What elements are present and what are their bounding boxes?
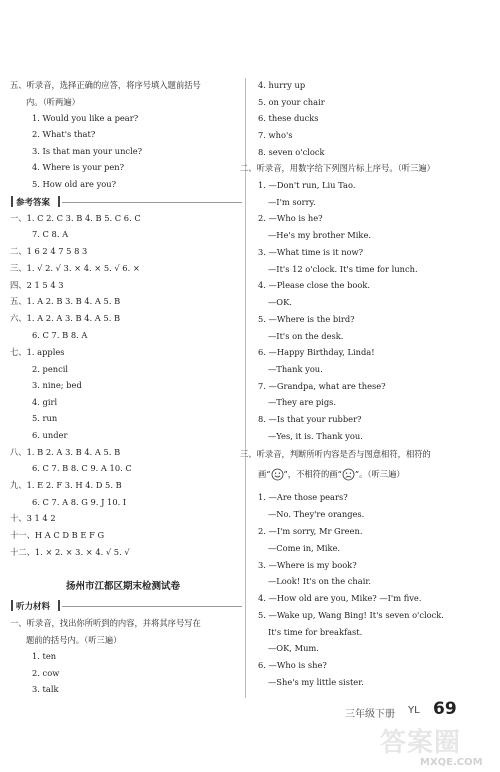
- q3-line: 3. —Where is my book?: [258, 560, 357, 570]
- q5-item: 3. Is that man your uncle?: [32, 146, 143, 156]
- smiley-face-icon: [271, 468, 284, 481]
- q5-item: 1. Would you like a pear?: [32, 113, 139, 123]
- q2-line: 1. —Don't run, Liu Tao.: [258, 180, 356, 190]
- list-item: 6. these ducks: [258, 113, 319, 123]
- list-item: 7. who's: [258, 130, 293, 140]
- q3-line: —She's my little sister.: [268, 677, 364, 687]
- q2-line: 5. —Where is the bird?: [258, 314, 355, 324]
- q2-line: 7. —Grandpa, what are these?: [258, 381, 386, 391]
- answer-line: 十二、1. × 2. × 3. × 4. √ 5. √: [10, 547, 130, 557]
- materials-header-bar: [11, 600, 13, 611]
- q3-line: 6. —Who is she?: [258, 660, 327, 670]
- answer-line: 七、1. apples: [10, 347, 65, 357]
- q2-line: —It's on the desk.: [268, 331, 344, 341]
- answer-line: 6. C 7. A 8. G 9. J 10. I: [32, 497, 127, 507]
- answer-line: 四、2 1 5 4 3: [10, 280, 64, 290]
- q5-item: 4. Where is your pen?: [32, 162, 125, 172]
- q3-line: 2. —I'm sorry, Mr Green.: [258, 526, 363, 536]
- answer-line: 八、1. B 2. A 3. B 4. A 5. B: [10, 447, 121, 457]
- q3-intro-part: 画“: [258, 469, 271, 479]
- answer-line: 2. pencil: [32, 364, 69, 374]
- answers-header-bar: [11, 196, 13, 207]
- q3-line: It's time for breakfast.: [268, 627, 363, 637]
- q1-item: 3. talk: [32, 684, 59, 694]
- answers-header: 参考答案: [16, 198, 51, 208]
- materials-header: 听力材料: [16, 602, 51, 612]
- q2-line: 2. —Who is he?: [258, 213, 323, 223]
- q2-line: —OK.: [268, 297, 292, 307]
- answer-line: 5. run: [32, 413, 58, 423]
- answer-line: 二、1 6 2 4 7 5 8 3: [10, 246, 88, 256]
- q1-item: 1. ten: [32, 651, 57, 661]
- answer-line: 九、1. E 2. F 3. H 4. D 5. B: [10, 480, 122, 490]
- materials-header-rule: [62, 606, 242, 607]
- q2-line: 3. —What time is it now?: [258, 247, 364, 257]
- q5-intro-line2: 内。（听两遍）: [26, 97, 80, 107]
- q5-item: 5. How old are you?: [32, 179, 117, 189]
- q2-line: 6. —Happy Birthday, Linda!: [258, 347, 375, 357]
- q3-line: —No. They're oranges.: [268, 509, 365, 519]
- q3-intro-part: ”。（听三遍）: [354, 469, 405, 479]
- answer-line: 7. C 8. A: [32, 229, 69, 239]
- q2-line: —They are pigs.: [268, 397, 337, 407]
- q3-line: —Look! It's on the chair.: [268, 576, 372, 586]
- q3-intro-part: ”，不相符的画“: [283, 469, 342, 479]
- sad-face-icon: [342, 468, 355, 481]
- q2-line: —Thank you.: [268, 364, 323, 374]
- answer-line: 6. C 7. B 8. C 9. A 10. C: [32, 463, 132, 473]
- q2-intro: 二、听录音，用数字给下列图片标上序号。（听三遍）: [240, 163, 435, 173]
- watermark-url: MXQE.COM: [420, 757, 483, 768]
- answers-header-bar-end: [58, 196, 60, 207]
- q3-line: 5. —Wake up, Wang Bing! It's seven o'clock.: [258, 610, 444, 620]
- answer-line: 十、3 1 4 2: [10, 513, 56, 523]
- answer-line: 三、1. √ 2. √ 3. × 4. × 5. √ 6. ×: [10, 263, 140, 273]
- answer-line: 6. under: [32, 430, 68, 440]
- grade-label: 三年级下册: [345, 709, 395, 720]
- answer-line: 4. girl: [32, 397, 58, 407]
- q3-line: 1. —Are those pears?: [258, 492, 348, 502]
- q3-line: —OK, Mum.: [268, 643, 319, 653]
- answer-line: 六、1. A 2. A 3. B 4. A 5. B: [10, 313, 121, 323]
- q5-item: 2. What's that?: [32, 129, 96, 139]
- q1-intro-line2: 题前的括号内。（听三遍）: [26, 635, 122, 645]
- watermark-logo: 答案圈: [380, 728, 462, 758]
- edition-label: YL: [408, 705, 420, 716]
- answer-line: 五、1. A 2. B 3. B 4. A 5. B: [10, 296, 121, 306]
- answers-header-rule: [62, 202, 242, 203]
- q2-line: —Yes, it is. Thank you.: [268, 431, 363, 441]
- q3-intro-line2: [258, 468, 405, 481]
- list-item: 4. hurry up: [258, 80, 306, 90]
- q3-line: —Come in, Mike.: [268, 543, 341, 553]
- exam-title: 扬州市江都区期末检测试卷: [66, 581, 181, 592]
- q1-intro-line1: 一、听录音，找出你所听到的内容，并将其序号写在: [10, 618, 201, 628]
- q3-intro-line1: 三、听录音，判断所听内容是否与图意相符，相符的: [240, 449, 431, 459]
- q5-intro-line1: 五、听录音，选择正确的应答，将序号填入题前括号: [10, 80, 201, 90]
- answer-line: 6. C 7. B 8. A: [32, 330, 88, 340]
- materials-header-bar-end: [58, 600, 60, 611]
- q2-line: —He's my brother Mike.: [268, 230, 371, 240]
- list-item: 5. on your chair: [258, 97, 325, 107]
- q1-item: 2. cow: [32, 668, 60, 678]
- q2-line: —It's 12 o'clock. It's time for lunch.: [268, 264, 418, 274]
- answer-line: 十一、H A C D B E F G: [10, 530, 105, 540]
- q2-line: 8. —Is that your rubber?: [258, 414, 362, 424]
- answer-line: 3. nine; bed: [32, 380, 82, 390]
- q2-line: 4. —Please close the book.: [258, 280, 371, 290]
- page-number: 69: [433, 699, 457, 719]
- q2-line: —I'm sorry.: [268, 197, 316, 207]
- answer-line: 一、1. C 2. C 3. B 4. B 5. C 6. C: [10, 213, 141, 223]
- list-item: 8. seven o'clock: [258, 147, 325, 157]
- q3-line: 4. —How old are you, Mike? —I'm five.: [258, 593, 422, 603]
